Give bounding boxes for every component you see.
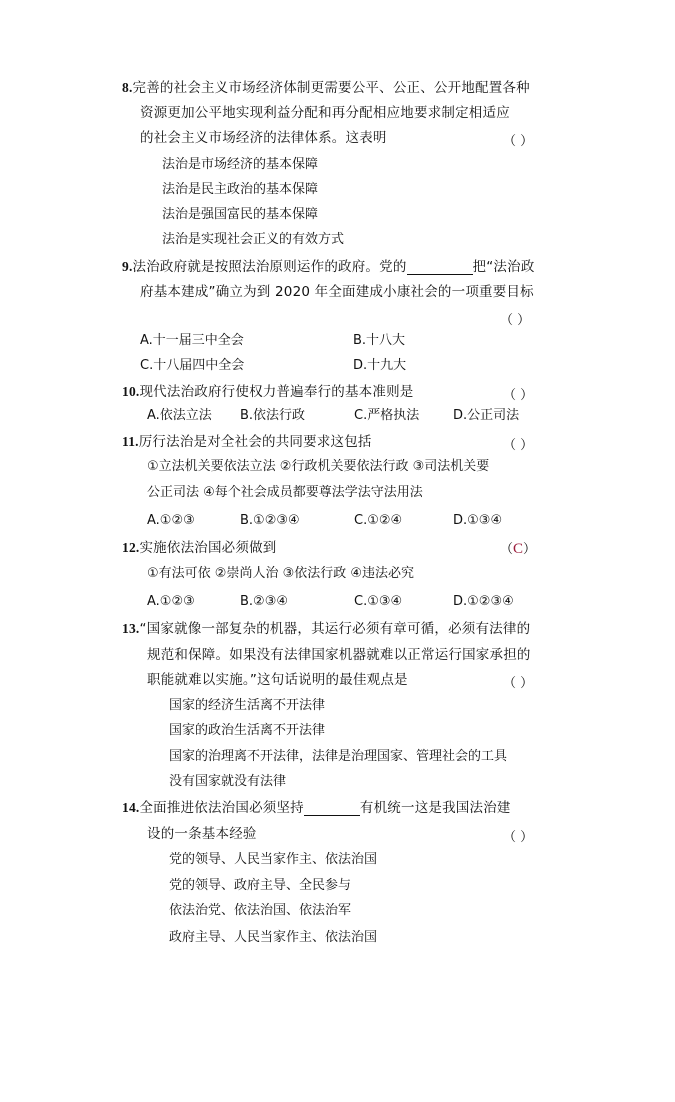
q13-number: 13. bbox=[122, 621, 140, 636]
q8-option-4: 法治是实现社会正义的有效方式 bbox=[162, 232, 345, 247]
q8-option-3: 法治是强国富民的基本保障 bbox=[162, 207, 319, 222]
q9-text-b: 把“法治政 bbox=[472, 259, 535, 275]
q12-option-b: B.②③④ bbox=[240, 594, 289, 609]
q12-paren-open: （ bbox=[500, 542, 514, 557]
q8-line-3: 的社会主义市场经济的法律体系。这表明 bbox=[140, 130, 387, 146]
q12-stem bbox=[122, 540, 276, 556]
q9-option-b: B.十八大 bbox=[353, 333, 406, 348]
q12-text: 实施依法治国必须做到 bbox=[139, 540, 277, 556]
q9-line-1 bbox=[122, 259, 535, 275]
q8-option-1: 法治是市场经济的基本保障 bbox=[162, 157, 319, 172]
q13-line-3: 职能就难以实施。”这句话说明的最佳观点是 bbox=[147, 672, 408, 688]
q11-line-1: ①立法机关要依法立法 ②行政机关要依法行政 ③司法机关要 bbox=[147, 459, 490, 474]
q14-line-1 bbox=[122, 800, 511, 816]
q10-number: 10. bbox=[122, 384, 140, 399]
q13-option-3: 国家的治理离不开法律，法律是治理国家、管理社会的工具 bbox=[169, 749, 508, 764]
q11-option-d: D.①③④ bbox=[453, 513, 503, 528]
q13-line-2: 规范和保障。如果没有法律国家机器就难以正常运行国家承担的 bbox=[147, 647, 531, 663]
q11-option-a: A.①②③ bbox=[147, 513, 195, 528]
q14-text-a: 全面推进依法治国必须坚持 bbox=[139, 800, 304, 816]
q11-stem bbox=[122, 434, 372, 450]
q12-number: 12. bbox=[122, 540, 140, 555]
q9-answer-paren: （ ） bbox=[500, 313, 531, 328]
q9-number: 9. bbox=[122, 259, 133, 274]
q12-paren-close: ） bbox=[523, 542, 537, 557]
q10-option-a: A.依法立法 bbox=[147, 408, 212, 423]
q14-blank bbox=[304, 803, 360, 816]
q11-line-2: 公正司法 ④每个社会成员都要尊法学法守法用法 bbox=[147, 485, 423, 500]
q13-option-4: 没有国家就没有法律 bbox=[169, 774, 287, 789]
q11-option-b: B.①②③④ bbox=[240, 513, 300, 528]
q8-number: 8. bbox=[122, 80, 133, 95]
q13-line-1 bbox=[122, 621, 530, 637]
q8-text-1: 完善的社会主义市场经济体制更需要公平、公正、公开地配置各种 bbox=[132, 80, 530, 96]
q8-answer-paren: （ ） bbox=[503, 134, 534, 149]
q14-number: 14. bbox=[122, 800, 140, 815]
q12-answer: C bbox=[513, 541, 524, 557]
q8-line-2: 资源更加公平地实现利益分配和再分配相应地要求制定相适应 bbox=[140, 105, 510, 121]
q14-option-3: 依法治党、依法治国、依法治军 bbox=[169, 903, 352, 918]
q9-option-d: D.十九大 bbox=[353, 358, 407, 373]
q10-option-d: D.公正司法 bbox=[453, 408, 520, 423]
q13-text-1: “国家就像一部复杂的机器，其运行必须有章可循，必须有法律的 bbox=[139, 621, 531, 637]
q8-line-1 bbox=[122, 80, 530, 96]
q10-option-b: B.依法行政 bbox=[240, 408, 306, 423]
q9-text-a: 法治政府就是按照法治原则运作的政府。党的 bbox=[132, 259, 407, 275]
q13-option-2: 国家的政治生活离不开法律 bbox=[169, 723, 326, 738]
q14-option-1: 党的领导、人民当家作主、依法治国 bbox=[169, 852, 378, 867]
q10-stem bbox=[122, 384, 413, 400]
q14-line-2: 设的一条基本经验 bbox=[147, 826, 257, 842]
q13-option-1: 国家的经济生活离不开法律 bbox=[169, 698, 326, 713]
q10-answer-paren: （ ） bbox=[503, 388, 534, 403]
q9-option-c: C.十八届四中全会 bbox=[140, 358, 245, 373]
q9-blank bbox=[407, 262, 473, 275]
q11-text: 厉行法治是对全社会的共同要求这包括 bbox=[138, 434, 372, 450]
q12-option-a: A.①②③ bbox=[147, 594, 195, 609]
q10-option-c: C.严格执法 bbox=[354, 408, 420, 423]
q10-text: 现代法治政府行使权力普遍奉行的基本准则是 bbox=[139, 384, 414, 400]
q14-text-b: 有机统一这是我国法治建 bbox=[359, 800, 511, 816]
q14-option-2: 党的领导、政府主导、全民参与 bbox=[169, 878, 352, 893]
q14-option-4: 政府主导、人民当家作主、依法治国 bbox=[169, 930, 378, 945]
q9-option-a: A.十一届三中全会 bbox=[140, 333, 244, 348]
q11-number: 11. bbox=[122, 434, 139, 449]
q8-option-2: 法治是民主政治的基本保障 bbox=[162, 182, 319, 197]
q12-answer-paren bbox=[500, 538, 536, 558]
q12-line-1: ①有法可依 ②崇尚人治 ③依法行政 ④违法必究 bbox=[147, 566, 415, 581]
q12-option-d: D.①②③④ bbox=[453, 594, 514, 609]
q11-option-c: C.①②④ bbox=[354, 513, 403, 528]
q9-line-2: 府基本建成”确立为到 2020 年全面建成小康社会的一项重要目标 bbox=[140, 284, 534, 300]
q12-option-c: C.①③④ bbox=[354, 594, 403, 609]
q11-answer-paren: （ ） bbox=[503, 438, 534, 453]
q14-answer-paren: （ ） bbox=[503, 830, 534, 845]
q13-answer-paren: （ ） bbox=[503, 676, 534, 691]
